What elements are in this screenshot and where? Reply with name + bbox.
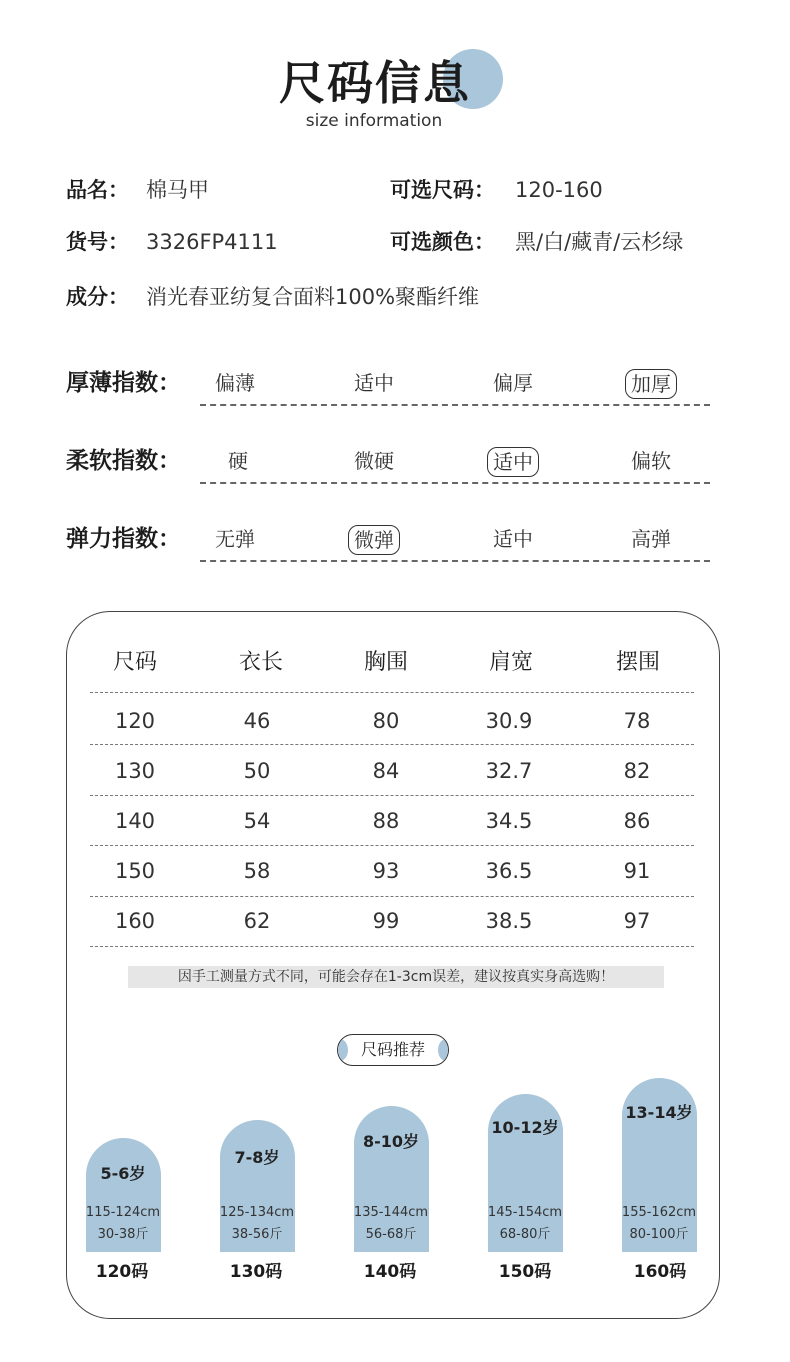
badge-decor-dot	[337, 1039, 348, 1061]
sku-label: 货号：	[66, 230, 129, 254]
thickness-option-selected: 加厚	[596, 369, 706, 399]
table-header-size: 尺码	[112, 650, 157, 675]
table-divider	[90, 845, 694, 846]
thickness-option: 适中	[354, 371, 394, 395]
softness-option: 偏软	[631, 449, 671, 473]
table-divider	[90, 946, 694, 947]
softness-option: 硬	[228, 449, 248, 473]
composition-label: 成分：	[66, 285, 129, 309]
table-cell: 86	[623, 809, 651, 833]
table-cell: 91	[623, 859, 651, 883]
sizes-label: 可选尺码：	[390, 178, 495, 202]
recommend-height: 115-124cm	[85, 1205, 161, 1220]
recommend-size: 150码	[498, 1262, 552, 1282]
table-cell: 99	[372, 909, 400, 933]
table-cell: 82	[623, 759, 651, 783]
table-cell: 30.9	[485, 709, 533, 733]
size-recommendation-badge	[337, 1034, 449, 1066]
recommend-height: 155-162cm	[621, 1205, 697, 1220]
composition-value: 消光春亚纺复合面料100%聚酯纤维	[146, 285, 480, 309]
softness-option-selected: 适中	[458, 447, 568, 477]
table-header-shoulder: 肩宽	[488, 650, 533, 675]
table-cell: 160	[114, 909, 156, 933]
table-divider	[90, 692, 694, 693]
table-cell: 88	[372, 809, 400, 833]
thickness-option: 偏薄	[215, 371, 255, 395]
table-cell: 34.5	[485, 809, 533, 833]
elasticity-divider	[200, 560, 710, 562]
table-cell: 97	[623, 909, 651, 933]
table-divider	[90, 795, 694, 796]
recommend-weight: 68-80斤	[499, 1227, 551, 1242]
page-subtitle: size information	[305, 111, 443, 131]
table-header-length: 衣长	[238, 650, 283, 675]
table-cell: 58	[243, 859, 271, 883]
elasticity-option-selected: 微弹	[319, 525, 429, 555]
softness-option: 微硬	[354, 449, 394, 473]
table-cell: 130	[114, 759, 156, 783]
table-cell: 50	[243, 759, 271, 783]
table-header-hem: 摆围	[615, 650, 660, 675]
recommend-age: 5-6岁	[100, 1164, 146, 1183]
thickness-index-label: 厚薄指数：	[66, 370, 181, 396]
measurement-note: 因手工测量方式不同，可能会存在1-3cm误差，建议按真实身高选购！	[128, 966, 664, 988]
thickness-divider	[200, 404, 710, 406]
table-cell: 84	[372, 759, 400, 783]
recommend-height: 145-154cm	[487, 1205, 563, 1220]
elasticity-option: 无弹	[215, 527, 255, 551]
table-cell: 78	[623, 709, 651, 733]
softness-divider	[200, 482, 710, 484]
table-divider	[90, 896, 694, 897]
softness-index-label: 柔软指数：	[66, 448, 181, 474]
table-cell: 80	[372, 709, 400, 733]
recommend-weight: 80-100斤	[629, 1227, 689, 1242]
table-cell: 150	[114, 859, 156, 883]
colors-label: 可选颜色：	[390, 230, 495, 254]
badge-decor-dot	[438, 1039, 449, 1061]
table-cell: 62	[243, 909, 271, 933]
table-cell: 38.5	[485, 909, 533, 933]
table-cell: 32.7	[485, 759, 533, 783]
sku-value: 3326FP4111	[146, 230, 278, 254]
colors-value: 黑/白/藏青/云杉绿	[515, 230, 684, 254]
product-name-value: 棉马甲	[146, 178, 209, 202]
table-cell: 120	[114, 709, 156, 733]
recommend-weight: 38-56斤	[231, 1227, 283, 1242]
elasticity-index-label: 弹力指数：	[66, 526, 181, 552]
recommend-age: 10-12岁	[491, 1118, 559, 1137]
table-cell: 54	[243, 809, 271, 833]
table-divider	[90, 744, 694, 745]
recommend-size: 120码	[95, 1262, 149, 1282]
size-recommendation-title: 尺码推荐	[360, 1040, 425, 1059]
recommend-weight: 56-68斤	[365, 1227, 417, 1242]
recommend-height: 125-134cm	[219, 1205, 295, 1220]
table-header-chest: 胸围	[363, 650, 408, 675]
thickness-option: 偏厚	[493, 371, 533, 395]
page-title: 尺码信息	[279, 56, 471, 110]
elasticity-option: 适中	[493, 527, 533, 551]
table-cell: 46	[243, 709, 271, 733]
table-cell: 140	[114, 809, 156, 833]
product-name-label: 品名：	[66, 178, 129, 202]
recommend-size: 140码	[363, 1262, 417, 1282]
recommend-age: 8-10岁	[362, 1132, 420, 1151]
recommend-size: 130码	[229, 1262, 283, 1282]
recommend-age: 13-14岁	[625, 1103, 693, 1122]
elasticity-option: 高弹	[631, 527, 671, 551]
recommend-height: 135-144cm	[353, 1205, 429, 1220]
recommend-age: 7-8岁	[234, 1148, 280, 1167]
recommend-size: 160码	[633, 1262, 687, 1282]
recommend-weight: 30-38斤	[97, 1227, 149, 1242]
table-cell: 36.5	[485, 859, 533, 883]
sizes-value: 120-160	[515, 178, 603, 202]
title-section	[0, 0, 790, 140]
table-cell: 93	[372, 859, 400, 883]
